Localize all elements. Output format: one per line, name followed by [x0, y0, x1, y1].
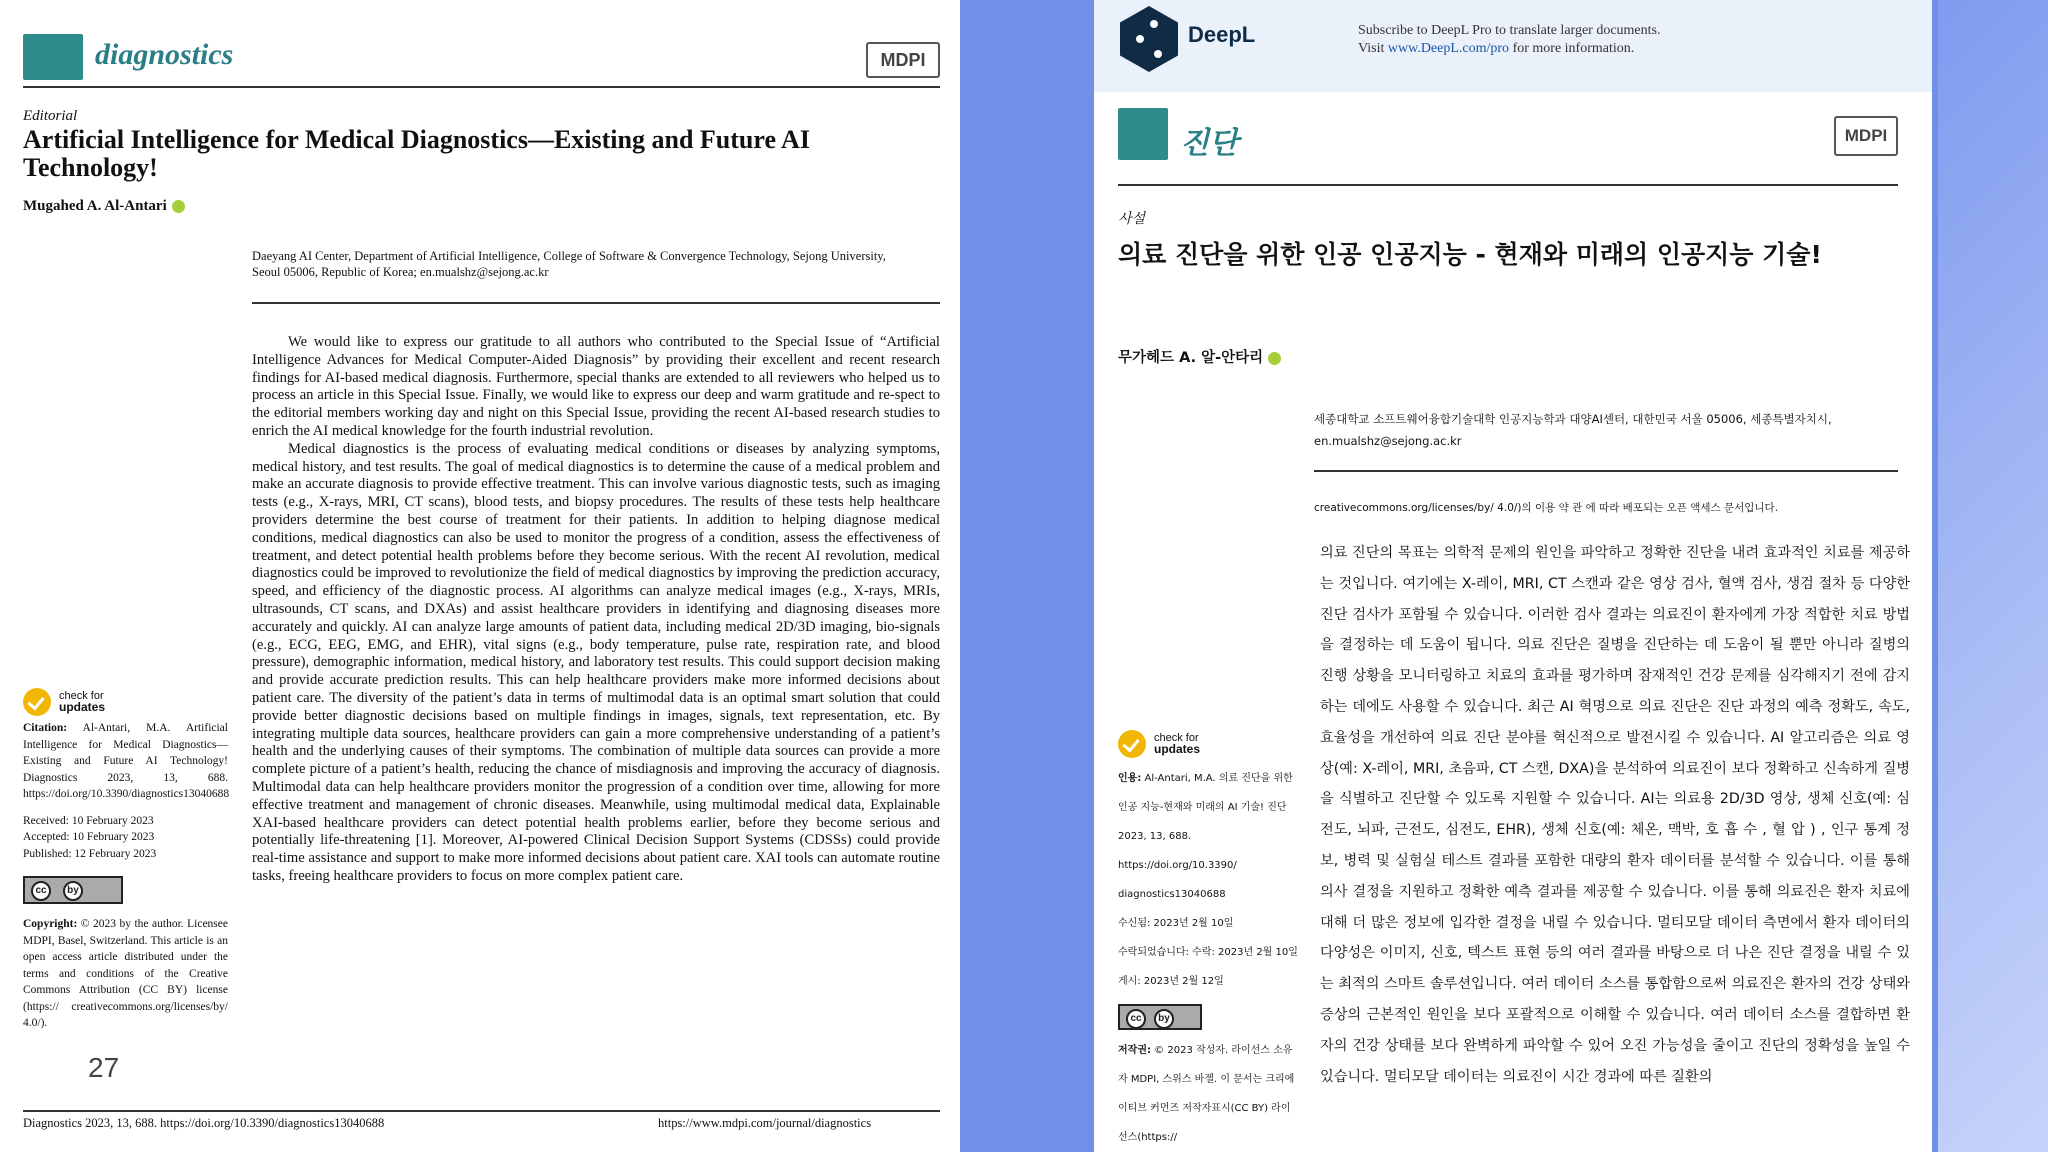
- journal-name: 진단: [1180, 126, 1238, 161]
- translated-document-page: [1094, 0, 1932, 1152]
- article-sidebar: [1118, 764, 1298, 1152]
- check-updates-icon: [23, 688, 51, 716]
- copyright-label: Copyright:: [23, 918, 78, 930]
- published-date: 게시: 2023년 2월 12일: [1118, 976, 1224, 987]
- deepl-message: [1358, 22, 1660, 58]
- by-icon: by: [63, 881, 83, 901]
- author-line: [23, 198, 185, 215]
- original-document-page: [0, 0, 960, 1152]
- footer-divider: [23, 1110, 940, 1112]
- license-line: creativecommons.org/licenses/by/ 4.0/)의 이용 약 관 에 따라 배포되는 오픈 액세스 문서입니다.: [1314, 502, 1779, 514]
- check-updates-icon: [1118, 730, 1146, 758]
- deepl-line-2: Visit www.DeepL.com/pro for more information.: [1358, 41, 1635, 56]
- copyright-text: © 2023 작성자. 라이선스 소유자 MDPI, 스위스 바젤. 이 문서는 크리에이티브 커먼즈 저작자표시(CC BY) 라이선스(https://: [1118, 1045, 1295, 1143]
- copyright: [1118, 1036, 1298, 1152]
- received-date: Received: 10 February 2023: [23, 814, 154, 827]
- check-updates-line1: check for: [1154, 732, 1199, 744]
- citation-label: Citation:: [23, 722, 68, 734]
- by-icon: by: [1154, 1009, 1174, 1029]
- check-updates-line2: updates: [59, 700, 106, 714]
- copyright: [23, 916, 228, 1032]
- journal-logo-icon: [1118, 108, 1168, 160]
- check-for-updates-badge[interactable]: [23, 688, 105, 716]
- accepted-date: 수락되었습니다: 수락: 2023년 2월 10일: [1118, 947, 1298, 958]
- author-name: 무가헤드 A. 알-안타리: [1118, 350, 1264, 366]
- background-gap: [960, 0, 1094, 130]
- orcid-icon[interactable]: [172, 200, 185, 213]
- check-updates-line1: check for: [59, 690, 104, 702]
- article-type: Editorial: [23, 108, 78, 124]
- dates: [23, 813, 228, 863]
- copyright-text: © 2023 by the author. Licensee MDPI, Basel, Switzerland. This article is an open access article distributed under the terms and conditions of the Creative Commons Attribution (CC BY) license (https:// creativecommons.org/licenses/by/ 4.0/).: [23, 918, 228, 1029]
- affiliation: 세종대학교 소프트웨어융합기술대학 인공지능학과 대양AI센터, 대한민국 서울 05006, 세종특별자치시, en.mualshz@sejong.ac.kr: [1314, 412, 1832, 448]
- journal-name: diagnostics: [95, 38, 234, 71]
- orcid-icon[interactable]: [1268, 352, 1281, 365]
- journal-logo-icon: [23, 34, 83, 80]
- deepl-name: DeepL: [1188, 22, 1256, 47]
- citation: [1118, 764, 1298, 909]
- paragraph: We would like to express our gratitude to all authors who contributed to the Special Issue of “Artificial Intelligence Advances for Medical Computer-Aided Diagnosis” by providing their excellent and recent research findings for AI-based medical diagnosis. Furthermore, special thanks are extended to all reviewers who helped us to process an article in this Special Issue. Finally, we would like to express our deep and warm gratitude and re-spect to the editorial members working day and night on this Special Issue, providing the recent AI-based research studies to enrich the AI medical knowledge for the fourth industrial revolution.: [252, 334, 940, 439]
- affiliation: Daeyang AI Center, Department of Artificial Intelligence, College of Software & Convergence Technology, Sejong University, Seoul 05006, Republic of Korea; en.mualshz@sejong.ac.kr: [252, 249, 886, 279]
- cc-icon: cc: [1126, 1009, 1146, 1029]
- footer-citation: Diagnostics 2023, 13, 688. https://doi.org/10.3390/diagnostics13040688: [23, 1116, 385, 1130]
- received-date: 수신됨: 2023년 2월 10일: [1118, 918, 1234, 929]
- check-updates-line2: updates: [1154, 742, 1201, 756]
- author-name: Mugahed A. Al-Antari: [23, 198, 167, 214]
- author-line: [1118, 346, 1281, 367]
- citation-text: Al-Antari, M.A. Artificial Intelligence for Medical Diagnostics—Existing and Future AI Technology! Diagnostics 2023, 13, 688. https://doi.org/10.3390/diagnostics13040688: [23, 722, 230, 800]
- cc-icon: cc: [31, 881, 51, 901]
- article-title: Artificial Intelligence for Medical Diagnostics—Existing and Future AI Technology!: [23, 125, 810, 182]
- page-number: 27: [88, 1052, 120, 1083]
- citation: [23, 720, 228, 803]
- footer-journal-url[interactable]: https://www.mdpi.com/journal/diagnostics: [658, 1116, 872, 1130]
- article-title: 의료 진단을 위한 인공 인공지능 - 현재와 미래의 인공지능 기술!: [1118, 240, 1822, 269]
- mdpi-logo: MDPI: [1834, 116, 1898, 156]
- article-body: [252, 334, 940, 886]
- journal-header: [23, 34, 940, 88]
- mdpi-logo: MDPI: [866, 42, 940, 78]
- citation-label: 인용:: [1118, 773, 1142, 784]
- article-sidebar: [23, 720, 228, 1032]
- cc-by-license-badge[interactable]: [1118, 1004, 1202, 1030]
- copyright-label: 저작권:: [1118, 1045, 1151, 1056]
- published-date: Published: 12 February 2023: [23, 847, 157, 860]
- cc-by-license-badge[interactable]: [23, 876, 123, 904]
- citation-text: Al-Antari, M.A. 의료 진단을 위한 인공 지능-현재와 미래의 AI 기술! 진단 2023, 13, 688. https://doi.org/10.3390/ diagnostics13040688: [1118, 773, 1293, 900]
- deepl-pro-link[interactable]: www.DeepL.com/pro: [1387, 41, 1510, 56]
- check-for-updates-badge[interactable]: [1118, 730, 1200, 758]
- background-decoration: [1938, 0, 2048, 1152]
- divider: [1314, 470, 1898, 472]
- deepl-line-1: Subscribe to DeepL Pro to translate larger documents.: [1358, 23, 1661, 38]
- article-type: 사설: [1118, 211, 1146, 227]
- paragraph: Medical diagnostics is the process of evaluating medical conditions or diseases by analyzing symptoms, medical history, and test results. The goal of medical diagnostics is to determine the cause of a medical problem and make an accurate diagnosis to provide effective treatment. This can involve various diagnostic tests, such as imaging tests (e.g., X-rays, MRI, CT scans), blood tests, and biopsy procedures. The results of these tests help healthcare providers determine the best course of treatment for their patients. In addition to helping diagnose medical conditions, medical diagnostics can also be used to monitor the progress of a condition, assess the effectiveness of treatment, and detect potential health problems before they become serious. With the recent AI revolution, medical diagnostics could be improved to revolutionize the field of medical diagnostics by improving the prediction accuracy, speed, and efficiency of the diagnostic process. AI algorithms can analyze medical images (e.g., X-rays, MRIs, ultrasounds, CT scans, and DXAs) and assist healthcare providers in identifying and diagnosing diseases more accurately and quickly. AI can analyze large amounts of patient data, including medical 2D/3D imaging, bio-signals (e.g., ECG, EEG, EMG, and EHR), vital signs (e.g., body temperature, pulse rate, respiration rate, and blood pressure), demographic information, medical history, and laboratory test results. This could support decision making and provide accurate prediction results. This can help healthcare providers make more informed decisions about patient care. The diversity of the patient’s data in terms of multimodal data is an optimal smart solution that could provide better diagnostic decisions based on multiple findings in images, signals, text representation, etc. By integrating multiple data sources, healthcare providers can gain a more comprehensive understanding of a patient’s health and the underlying causes of their symptoms. The combination of multiple data sources can provide a more complete picture of a patient’s health, reducing the chance of misdiagnosis and improving the accuracy of diagnosis. Multimodal data can help healthcare providers monitor the progression of a condition over time, allowing for more effective treatment and management of chronic diseases. Meanwhile, using multimodal medical data, Explainable XAI-based healthcare providers can detect potential health problems earlier, before they become serious and potentially life-threatening [1]. Moreover, AI-powered Clinical Decision Support Systems (CDSSs) could provide real-time assistance and support to make more informed decisions about patient care. XAI tools can automate routine tasks, freeing healthcare providers to focus on more complex patient care.: [252, 440, 940, 884]
- journal-header: [1118, 106, 1898, 186]
- accepted-date: Accepted: 10 February 2023: [23, 831, 155, 843]
- deepl-logo-icon: [1120, 6, 1178, 72]
- article-body: 의료 진단의 목표는 의학적 문제의 원인을 파악하고 정확한 진단을 내려 효과적인 치료를 제공하는 것입니다. 여기에는 X-레이, MRI, CT 스캔과 같은 영상 검사, 혈액 검사, 생검 절차 등 다양한 진단 검사가 포함될 수 있습니다. 이러한 검사 결과는 의료진이 환자에게 가장 적합한 치료 방법을 결정하는 데 도움이 됩니다. 의료 진단은 질병을 진단하는 데 도움이 될 뿐만 아니라 질병의 진행 상황을 모니터링하고 치료의 효과를 평가하며 잠재적인 건강 문제를 심각해지기 전에 감지하는 데에도 사용할 수 있습니다. 최근 AI 혁명으로 의료 진단은 진단 과정의 예측 정확도, 속도, 효율성을 개선하여 의료 진단 분야를 혁신적으로 발전시킬 수 있습니다. AI 알고리즘은 의료 영상(예: X-레이, MRI, 초음파, CT 스캔, DXA)을 분석하여 의료진이 보다 정확하고 신속하게 질병을 식별하고 진단할 수 있도록 지원할 수 있습니다. AI는 의료용 2D/3D 영상, 생체 신호(예: 심전도, 뇌파, 근전도, 심전도, EHR), 생체 신호(예: 체온, 맥박, 호 흡 수 , 혈 압 ) , 인구 통계 정보, 병력 및 실험실 테스트 결과를 포함한 대량의 환자 데이터를 분석할 수 있습니다. 이를 통해 의사 결정을 지원하고 정확한 예측 결과를 제공할 수 있습니다. 이를 통해 의료진은 환자 치료에 대해 더 많은 정보에 입각한 결정을 내릴 수 있습니다. 멀티모달 데이터 측면에서 환자 데이터의 다양성은 이미지, 신호, 텍스트 표현 등의 여러 결과를 바탕으로 더 나은 진단 결정을 내릴 수 있는 최적의 스마트 솔루션입니다. 여러 데이터 소스를 통합함으로써 의료진은 환자의 건강 상태와 증상의 근본적인 원인을 보다 포괄적으로 이해할 수 있습니다. 여러 데이터 소스를 결합하면 환자의 건강 상태를 보다 완벽하게 파악할 수 있어 오진 가능성을 줄이고 진단의 정확성을 높일 수 있습니다. 멀티모달 데이터는 의료진이 시간 경과에 따른 질환의: [1320, 545, 1910, 1085]
- deepl-banner: [1094, 0, 1932, 92]
- divider: [252, 302, 940, 304]
